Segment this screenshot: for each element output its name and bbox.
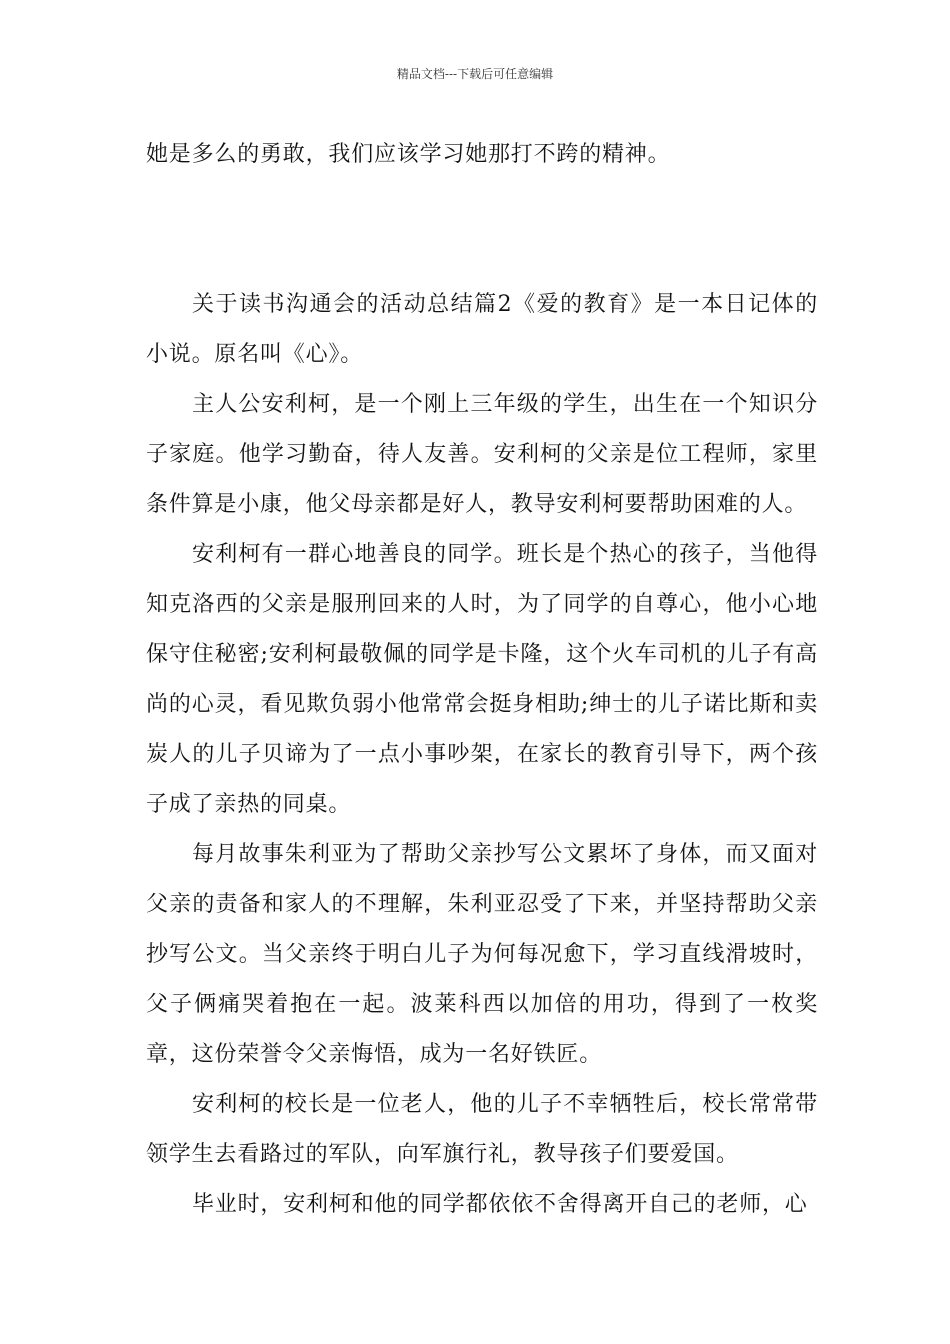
page-header: 精品文档---下载后可任意编辑 xyxy=(396,67,554,81)
section-gap xyxy=(146,180,818,280)
paragraph-continuation: 她是多么的勇敢，我们应该学习她那打不跨的精神。 xyxy=(146,142,671,167)
paragraph-protagonist: 主人公安利柯，是一个刚上三年级的学生，出生在一个知识分子家庭。他学习勤奋，待人友善。安利柯的父亲是位工程师，家里条件算是小康，他父母亲都是好人，教导安利柯要帮助困难的人。 xyxy=(146,392,818,517)
paragraph-monthly-story: 每月故事朱利亚为了帮助父亲抄写公文累坏了身体，而又面对父亲的责备和家人的不理解，朱利亚忍受了下来，并坚持帮助父亲抄写公文。当父亲终于明白儿子为何每况愈下，学习直线滑坡时，父子俩痛哭着抱在一起。波莱科西以加倍的用功，得到了一枚奖章，这份荣誉令父亲悔悟，成为一名好铁匠。 xyxy=(146,842,818,1067)
document-body xyxy=(146,130,818,1230)
paragraph-classmates: 安利柯有一群心地善良的同学。班长是个热心的孩子，当他得知克洛西的父亲是服刑回来的人时，为了同学的自尊心，他小心地保守住秘密;安利柯最敬佩的同学是卡隆，这个火车司机的儿子有高尚的心灵，看见欺负弱小他常常会挺身相助;绅士的儿子诺比斯和卖炭人的儿子贝谛为了一点小事吵架，在家长的教育引导下，两个孩子成了亲热的同桌。 xyxy=(146,542,818,817)
paragraph-graduation: 毕业时，安利柯和他的同学都依依不舍得离开自己的老师，心 xyxy=(192,1192,808,1217)
paragraph-section-title: 关于读书沟通会的活动总结篇2《爱的教育》是一本日记体的小说。原名叫《心》。 xyxy=(146,292,818,367)
paragraph-principal: 安利柯的校长是一位老人，他的儿子不幸牺牲后，校长常常带领学生去看路过的军队，向军旗行礼，教导孩子们要爱国。 xyxy=(146,1092,818,1167)
